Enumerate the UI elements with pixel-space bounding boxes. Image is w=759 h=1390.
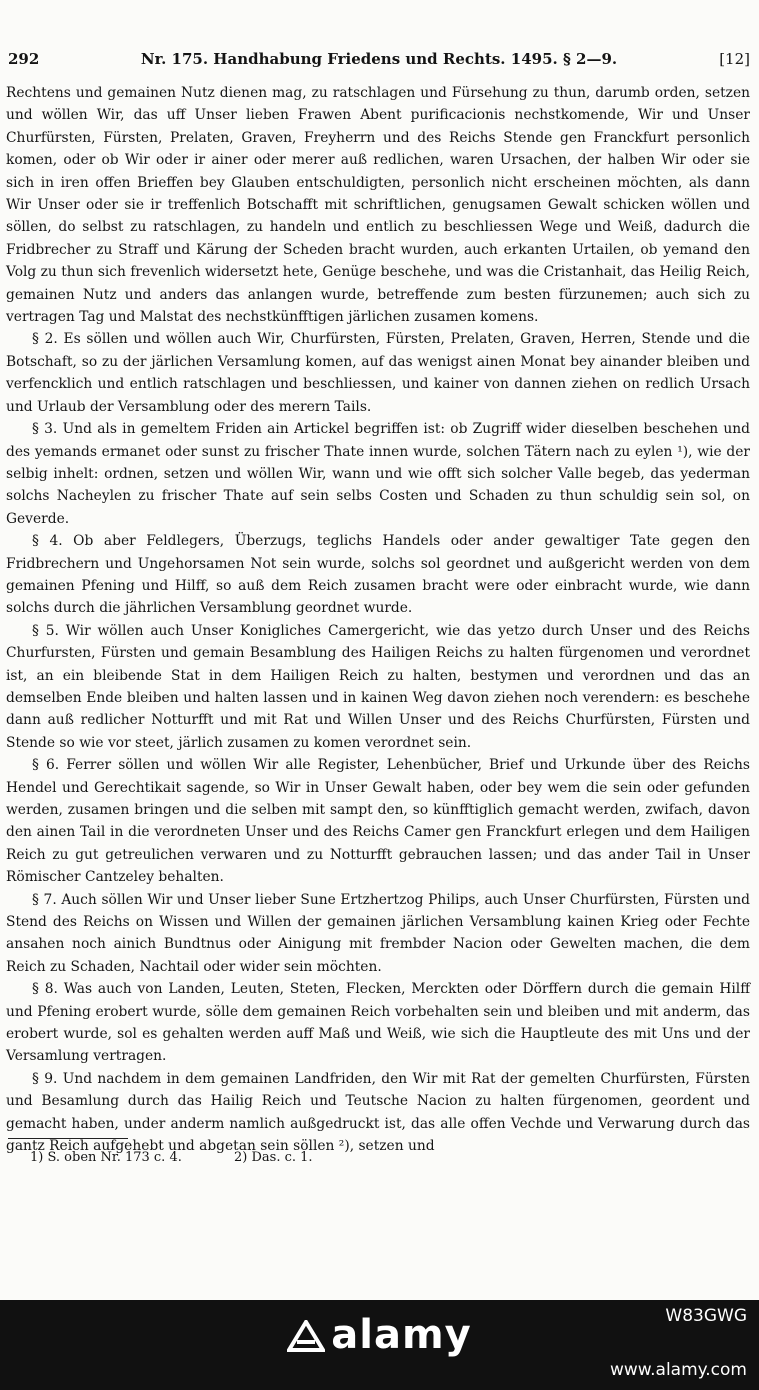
alamy-mark-icon	[287, 1320, 325, 1352]
paragraph-section-5: § 5. Wir wöllen auch Unser Konigliches Camergericht, wie das yetzo durch Unser und des Reichs Churfursten, Fürsten und gemain Besamblung des Hailigen Reichs zu halten fürgenomen und verordnet ist, an ein bleibende Stat in dem Hailigen Reich zu halten, bestymen und verordnen und das an demselben Ende bleiben und halten lassen und in kainen Weg davon ziehen noch verendern: es beschehe dann auß redlicher Notturfft und mit Rat und Willen Unser und des Reichs Churfürsten, Fürsten und Stende so wie vor steet, järlich zusamen zu komen verordnet sein.	[6, 622, 750, 751]
page-header	[8, 50, 750, 72]
site-url: www.alamy.com	[609, 1360, 747, 1380]
paragraph-section-6: § 6. Ferrer söllen und wöllen Wir alle Register, Lehenbücher, Brief und Urkunde über des Reichs Hendel und Gerechtikait sagende, so Wir in Unser Gewalt haben, oder bey wem die sein oder gefunden werden, zusamen bringen und die selben mit sampt den, so künfftiglich gemacht werden, zwifach, davon den ainen Tail in die verordneten Unser und des Reichs Camer gen Franckfurt erlegen und dem Hailigen Reich zu gut getreulichen verwaren und zu Notturfft gebrauchen lassen; und das ander Tail in Unser Römischer Cantzeley behalten.	[6, 757, 750, 886]
paragraph-section-8: § 8. Was auch von Landen, Leuten, Steten, Flecken, Merckten oder Dörffern durch die gemain Hilff und Pfening erobert wurde, sölle dem gemainen Reich vorbehalten sein und bleiben und mit anderm, das erobert wurde, sol es gehalten werden auff Maß und Weiß, wie sich die Hauptleute des mit Uns und der Versamlung vertragen.	[6, 981, 750, 1065]
page-number: 292	[8, 50, 40, 68]
footnotes	[30, 1150, 361, 1165]
paragraph-intro: Rechtens und gemainen Nutz dienen mag, zu ratschlagen und Fürsehung zu thun, darumb orden, setzen und wöllen Wir, das uff Unser lieben Frawen Abent purificacionis nechstkomende, Wir und Unser Churfürsten, Fürsten, Prelaten, Graven, Freyherrn und des Reichs Stende gen Franckfurt personlich komen, oder ob Wir oder ir ainer oder merer auß redlichen, waren Ursachen, der halben Wir oder sie sich in iren offen Brieffen bey Glauben entschuldigten, personlich nicht erscheinen möchten, als dann Wir Unser oder sie ir treffenlich Botschafft mit schriftlichen, genugsamen Gewalt schicken wöllen und söllen, do selbst zu ratschlagen, zu handeln und entlich zu beschliessen Wege und Weiß, dadurch die Fridbrecher zu Straff und Kärung der Scheden bracht wurden, auch erkanten Urtailen, ob yemand den Volg zu thun sich frevenlich widersetzt hete, Genüge beschehe, und was die Cristanhait, das Heilig Reich, gemainen Nutz und anders das anlangen wurde, betreffende zum besten fürzunemen; auch sich zu vertragen Tag und Malstat des nechstkünfftigen järlichen zusamen komens.	[6, 85, 750, 326]
page-reference: [12]	[719, 50, 750, 68]
footnote-2: 2) Das. c. 1.	[234, 1150, 313, 1165]
paragraph-section-7: § 7. Auch söllen Wir und Unser lieber Sune Ertzhertzog Philips, auch Unser Churfürsten, Fürsten und Stend des Reichs on Wissen und Willen der gemainen järlichen Versamblung kainen Krieg oder Fechte ansahen noch ainich Bundtnus oder Ainigung mit frembder Nacion oder Gewelten machen, die dem Reich zu Schaden, Nachtail oder wider sein möchten.	[6, 891, 750, 975]
paragraph-section-2: § 2. Es söllen und wöllen auch Wir, Churfürsten, Fürsten, Prelaten, Graven, Herren, Stende und die Botschaft, so zu der järlichen Versamlung komen, auf das wenigst ainen Monat bey ainander bleiben und verfencklich und entlich ratschlagen und beschliessen, und kainer von dannen ziehen on redlich Ursach und Urlaub der Versamblung oder des merern Tails.	[6, 331, 750, 415]
image-id: W83GWG	[665, 1306, 747, 1326]
paragraph-section-9: § 9. Und nachdem in dem gemainen Landfriden, den Wir mit Rat der gemelten Churfürsten, Fürsten und Besamlung durch das Hailig Reich und Teutsche Nacion zu halten fürgenomen, geordent und gemacht haben, under anderm namlich außgedruckt ist, das alle offen Vechde und Verwarung durch das gantz Reich aufgehebt und abgetan sein söllen ²), setzen und	[6, 1070, 750, 1155]
running-title: Nr. 175. Handhabung Friedens und Rechts. 1495. § 2—9.	[140, 50, 618, 68]
watermark-banner	[0, 1300, 759, 1390]
footnote-1: 1) S. oben Nr. 173 c. 4.	[30, 1150, 182, 1165]
document-body	[6, 82, 750, 1158]
alamy-logo	[0, 1312, 759, 1358]
paragraph-section-4: § 4. Ob aber Feldlegers, Überzugs, teglichs Handels oder ander gewaltiger Tate gegen den Fridbrechern und Ungehorsamen Not sein wurde, solchs sol geordnet und außgericht werden von dem gemainen Pfening und Hilff, so auß dem Reich zusamen bracht were oder einbracht wurde, wie dann solchs durch die jährlichen Versamblung geordnet wurde.	[6, 533, 750, 617]
paragraph-section-3: § 3. Und als in gemeltem Friden ain Artickel begriffen ist: ob Zugriff wider dieselben beschehen und des yemands ermanet oder sunst zu frischer Thate innen wurde, solchen Tätern nach zu eylen ¹), wie der selbig inhelt: ordnen, setzen und wöllen Wir, wann und wie offt sich solcher Valle begeb, das yederman solchs Nacheylen zu frischer Thate auf sein selbs Costen und Schaden zu thun schuldig sein sol, on Geverde.	[6, 421, 750, 527]
footnote-divider	[8, 1138, 128, 1139]
logo-text: alamy	[331, 1312, 472, 1358]
